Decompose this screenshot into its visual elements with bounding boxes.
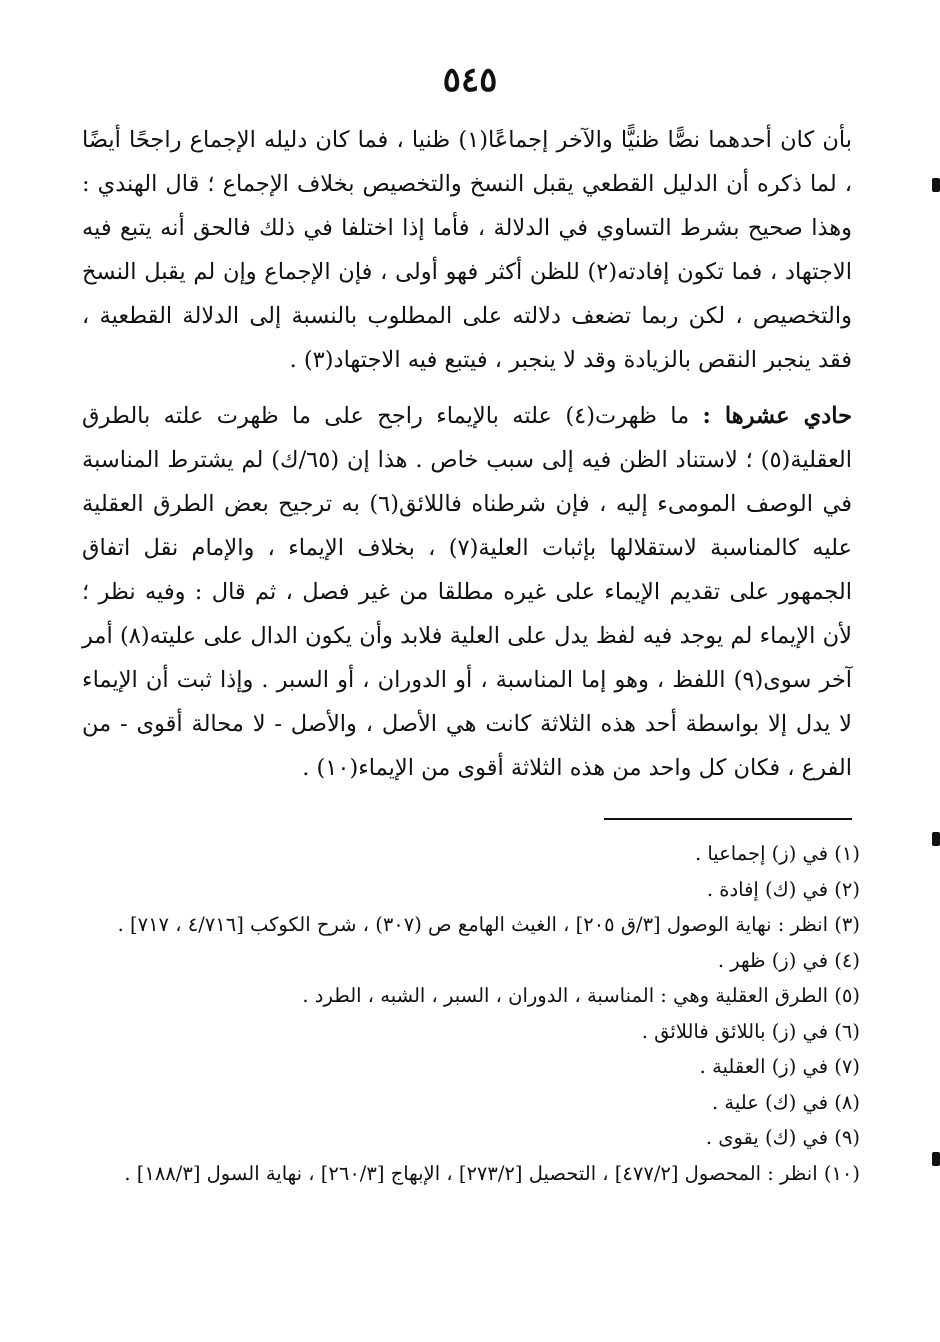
footnote-6: (٦) في (ز) باللائق فاللائق . — [641, 1019, 860, 1043]
footnote-3: (٣) انظر : نهاية الوصول [٣/ق ٢٠٥] ، الغيث الهامع ص (٣٠٧) ، شرح الكوكب [٤/٧١٦ ، ٧١٧] . — [117, 913, 860, 936]
paragraph-2 — [82, 394, 852, 790]
scan-edge-mark — [932, 178, 940, 192]
page-number: ٥٤٥ — [442, 60, 498, 100]
paragraph-1: بأن كان أحدهما نصًّا ظنيًّا والآخر إجماعًا(١) ظنيا ، فما كان دليله الإجماع راجحًا أيضًا ، لما ذكره أن الدليل القطعي يقبل النسخ والتخصيص بخلاف الإجماع ؛ قال الهندي : وهذا صحيح بشرط التساوي في الدلالة ، فأما إذا اختلفا في ذلك فالحق أنه يتبع فيه الاجتهاد ، فما تكون إفادته(٢) للظن أكثر فهو أولى ، فإن الإجماع وإن لم يقبل النسخ والتخصيص ، لكن ربما تضعف دلالته على المطلوب بالنسبة إلى الدلالة القطعية ، فقد ينجبر النقص بالزيادة وقد لا ينجبر ، فيتبع فيه الاجتهاد(٣) . — [82, 127, 852, 373]
footnote-9: (٩) في (ك) يقوى . — [705, 1126, 860, 1149]
main-text — [82, 118, 852, 802]
scan-edge-mark — [932, 1152, 940, 1166]
footnote-1: (١) في (ز) إجماعيا . — [694, 842, 860, 865]
footnote-2: (٢) في (ك) إفادة . — [706, 877, 860, 901]
scan-edge-mark — [932, 832, 940, 846]
footnote-4: (٤) في (ز) ظهر . — [717, 948, 860, 972]
footnote-8: (٨) في (ك) علية . — [712, 1090, 860, 1114]
footnote-separator — [604, 818, 852, 820]
footnote-7: (٧) في (ز) العقلية . — [699, 1055, 860, 1078]
footnote-5: (٥) الطرق العقلية وهي : المناسبة ، الدوران ، السبر ، الشبه ، الطرد . — [302, 984, 860, 1007]
paragraph-2-heading: حادي عشرها : — [702, 403, 852, 429]
footnote-10: (١٠) انظر : المحصول [٤٧٧/٢] ، التحصيل [٢٧٣/٢] ، الإبهاج [٢٦٠/٣] ، نهاية السول [١٨٨/٣] . — [124, 1161, 860, 1185]
paragraph-2-text: ما ظهرت(٤) علته بالإيماء راجح على ما ظهرت علته بالطرق العقلية(٥) ؛ لاستناد الظن فيه إلى سبب خاص . هذا إن (٦٥/ك) لم يشترط المناسبة في الوصف المومىء إليه ، فإن شرطناه فاللائق(٦) به ترجيح بعض الطرق العقلية عليه كالمناسبة لاستقلالها بإثبات العلية(٧) ، بخلاف الإيماء ، والإمام نقل اتفاق الجمهور على تقديم الإيماء على غيره مطلقا من غير فصل ، ثم قال : وفيه نظر ؛ لأن الإيماء لم يوجد فيه لفظ يدل على العلية فلابد وأن يكون الدال على عليته(٨) أمر آخر سوى(٩) اللفظ ، وهو إما المناسبة ، أو الدوران ، أو السبر . وإذا ثبت أن الإيماء لا يدل إلا بواسطة أحد هذه الثلاثة كانت هي الأصل ، والأصل - لا محالة أقوى - من الفرع ، فكان كل واحد من هذه الثلاثة أقوى من الإيماء(١٠) . — [82, 403, 853, 781]
footnotes — [100, 836, 860, 1191]
